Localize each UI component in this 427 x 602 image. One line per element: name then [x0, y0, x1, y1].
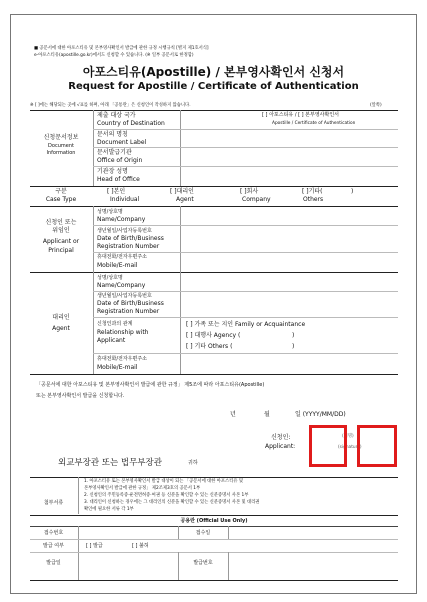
applicant-label-en-1: Applicant or — [42, 238, 80, 245]
attachment-item-1b: 본부영사확인서 발급에 관한 규정」 제2조제3호의 공문서 1부 — [84, 486, 201, 491]
receipt-number-label: 접수번호 — [43, 530, 64, 536]
agent-dob-label-en-2: Registration Number — [97, 308, 160, 315]
agent-relationship-label-en-2: Applicant — [97, 337, 126, 344]
case-type-label: 구분 — [55, 188, 67, 195]
agent-contact-label-en: Mobile/E-mail — [97, 364, 138, 371]
section-divider — [30, 272, 398, 273]
case-agent-checkbox[interactable]: [ ]대리인 — [170, 188, 194, 195]
attachment-item-1: 1. 아포스티유 또는 본부영사확인서 발급 대상이 되는 「공문서에 대한 아포스티유 및 — [84, 479, 244, 484]
column-divider — [228, 552, 229, 580]
agent-dob-label-en-1: Date of Birth/Business — [97, 300, 164, 307]
applicant-label-en-2: Principal — [48, 247, 74, 254]
issued-checkbox[interactable]: [ ] 발급 — [86, 543, 103, 549]
case-type-label-en: Case Type — [45, 196, 77, 203]
doc-info-label-en-1: Document — [48, 143, 74, 149]
case-agent-label: Agent — [176, 196, 194, 203]
row-divider — [93, 353, 398, 354]
applicant-contact-label-en: Mobile/E-mail — [97, 262, 138, 269]
applicant-dob-label-en-2: Registration Number — [97, 243, 160, 250]
section-divider — [30, 374, 398, 375]
agent-contact-label: 휴대전화/전자우편주소 — [97, 356, 147, 362]
official-use-title: 공용란 (Official Use Only) — [180, 518, 248, 524]
column-divider — [228, 526, 229, 539]
relation-family-checkbox[interactable]: [ ] 가족 또는 지인 Family or Acquaintance — [186, 321, 306, 328]
row-divider — [93, 129, 398, 130]
date-day-format: 일 (YYYY/MM/DD) — [295, 411, 346, 418]
row-divider — [30, 526, 398, 527]
agent-name-label-en: Name/Company — [97, 282, 146, 289]
section-divider — [30, 515, 398, 516]
row-divider — [30, 539, 398, 540]
applicant-signature-label-en: Applicant: — [265, 443, 296, 450]
column-divider — [93, 206, 94, 272]
issue-status-label: 발급 여부 — [43, 543, 64, 549]
relation-others-close: ) — [292, 343, 295, 350]
recipient-suffix: 귀하 — [188, 460, 198, 466]
row-divider — [93, 317, 398, 318]
applicant-dob-label-en-1: Date of Birth/Business — [97, 235, 164, 242]
doc-info-label-en-2: Information — [46, 150, 76, 156]
online-notice: e-아포스티유(apostille.go.kr)에서도 신청할 수 있습니다. (※ 일부 공문서로 한정함) — [34, 53, 194, 58]
form-title-english: Request for Apostille / Certificate of Authentication — [68, 81, 359, 92]
receipt-date-label: 접수일 — [195, 530, 211, 536]
column-divider — [93, 272, 94, 374]
type-checkbox[interactable]: [ ] 아포스티유 / [ ] 본부영사확인서 — [262, 112, 339, 118]
attachment-item-3b: 확인에 필요한 서류 각 1부 — [84, 507, 134, 512]
section-divider — [30, 206, 398, 207]
section-divider — [30, 186, 398, 187]
agent-label-en: Agent — [52, 325, 70, 332]
column-divider — [78, 526, 79, 580]
case-others-label: Others — [303, 196, 324, 203]
regulation-reference: ■ 공문서에 대한 아포스티유 및 본부영사확인서 발급에 관한 규정 시행규칙 [별지 제1호서식] — [34, 46, 209, 51]
column-divider — [93, 110, 94, 186]
attachment-item-2: 2. 신청인의 주민등록증·운전면허증·여권 등 신분을 확인할 수 있는 신분증명서 사본 1부 — [84, 493, 249, 498]
row-divider — [93, 225, 398, 226]
agent-name-label: 성명/상호명 — [97, 275, 123, 281]
issue-number-label: 발급번호 — [193, 560, 213, 566]
attachment-item-3: 3. 대리인이 신청하는 경우에는 그 대리인의 신분을 확인할 수 있는 신분증명서 사본 및 대리권 — [84, 500, 260, 505]
page-indicator: (앞쪽) — [370, 103, 382, 108]
agent-dob-label: 생년월일/사업자등록번호 — [97, 293, 152, 299]
section-divider — [30, 477, 398, 478]
column-divider — [78, 477, 79, 514]
value-divider — [180, 110, 181, 186]
statement-line-1: 「공문서에 대한 아포스티유 및 본부영사확인서 발급에 관한 규정」 제5조에 따라 아포스티유(Apostille) — [36, 382, 265, 388]
applicant-name-highlight-box[interactable] — [309, 425, 347, 467]
relation-agency-checkbox[interactable]: [ ] 대행사 Agency ( — [186, 332, 241, 339]
applicant-name-label-en: Name/Company — [97, 216, 146, 223]
destination-label-en: Country of Destination — [97, 120, 165, 127]
doc-name-label-en: Document Label — [97, 139, 147, 146]
statement-line-2: 또는 본부영사확인서 발급을 신청합니다. — [36, 393, 125, 399]
form-title-korean: 아포스티유(Apostille) / 본부영사확인서 신청서 — [82, 65, 345, 79]
instruction-note: ※ [ ]에는 해당되는 곳에 √표를 하며, 아래 「공통란」은 신청인이 작성하지 않습니다. — [30, 103, 191, 108]
applicant-label-2: 위임인 — [52, 227, 70, 234]
value-divider — [180, 206, 181, 272]
relation-others-checkbox[interactable]: [ ] 기타 Others ( — [186, 343, 233, 350]
signature-highlight-box[interactable] — [357, 425, 397, 467]
case-individual-label: Individual — [110, 196, 140, 203]
date-month: 월 — [264, 411, 270, 418]
agent-relationship-label: 신청인과의 관계 — [97, 321, 133, 327]
section-divider — [30, 580, 398, 581]
case-individual-checkbox[interactable]: [ ]본인 — [107, 188, 126, 195]
section-divider — [30, 110, 398, 111]
doc-info-label: 신청문서정보 — [43, 134, 79, 141]
type-checkbox-en: Apostille / Certificate of Authentication — [272, 121, 356, 126]
column-divider — [178, 552, 179, 580]
signature-hint: (서명) — [342, 434, 354, 439]
applicant-label-1: 신청인 또는 — [45, 219, 77, 226]
row-divider — [30, 552, 398, 553]
row-divider — [93, 291, 398, 292]
head-label-en: Head of Office — [97, 176, 140, 183]
agent-label: 대리인 — [52, 314, 70, 321]
not-issued-checkbox[interactable]: [ ] 불허 — [132, 543, 149, 549]
attachments-label: 첨부서류 — [43, 500, 64, 506]
head-label: 기관장 성명 — [97, 168, 128, 175]
case-company-checkbox[interactable]: [ ]회사 — [240, 188, 259, 195]
recipient-title: 외교부장관 또는 법무부장관 — [58, 458, 162, 468]
case-others-checkbox[interactable]: [ ]기타( — [302, 188, 323, 195]
doc-name-label: 문서의 명칭 — [97, 131, 128, 138]
case-others-close: ) — [351, 188, 354, 195]
applicant-signature-label: 신청인: — [271, 434, 291, 441]
form-frame — [10, 14, 417, 594]
signature-hint-en: (signature) — [338, 445, 362, 450]
applicant-name-label: 성명/상호명 — [97, 209, 123, 215]
row-divider — [93, 147, 398, 148]
case-company-label: Company — [242, 196, 271, 203]
date-year: 년 — [230, 411, 236, 418]
relation-agency-close: ) — [292, 332, 295, 339]
destination-label: 제출 대상 국가 — [97, 112, 136, 119]
office-label-en: Office of Origin — [97, 157, 143, 164]
issue-date-label: 발급일 — [46, 560, 61, 566]
applicant-contact-label: 휴대전화/전자우편주소 — [97, 254, 147, 260]
row-divider — [93, 252, 398, 253]
applicant-dob-label: 생년월일/사업자등록번호 — [97, 228, 152, 234]
office-label: 문서발급기관 — [97, 149, 132, 156]
value-divider — [180, 272, 181, 374]
agent-relationship-label-en-1: Relationship with — [97, 329, 149, 336]
row-divider — [93, 166, 398, 167]
